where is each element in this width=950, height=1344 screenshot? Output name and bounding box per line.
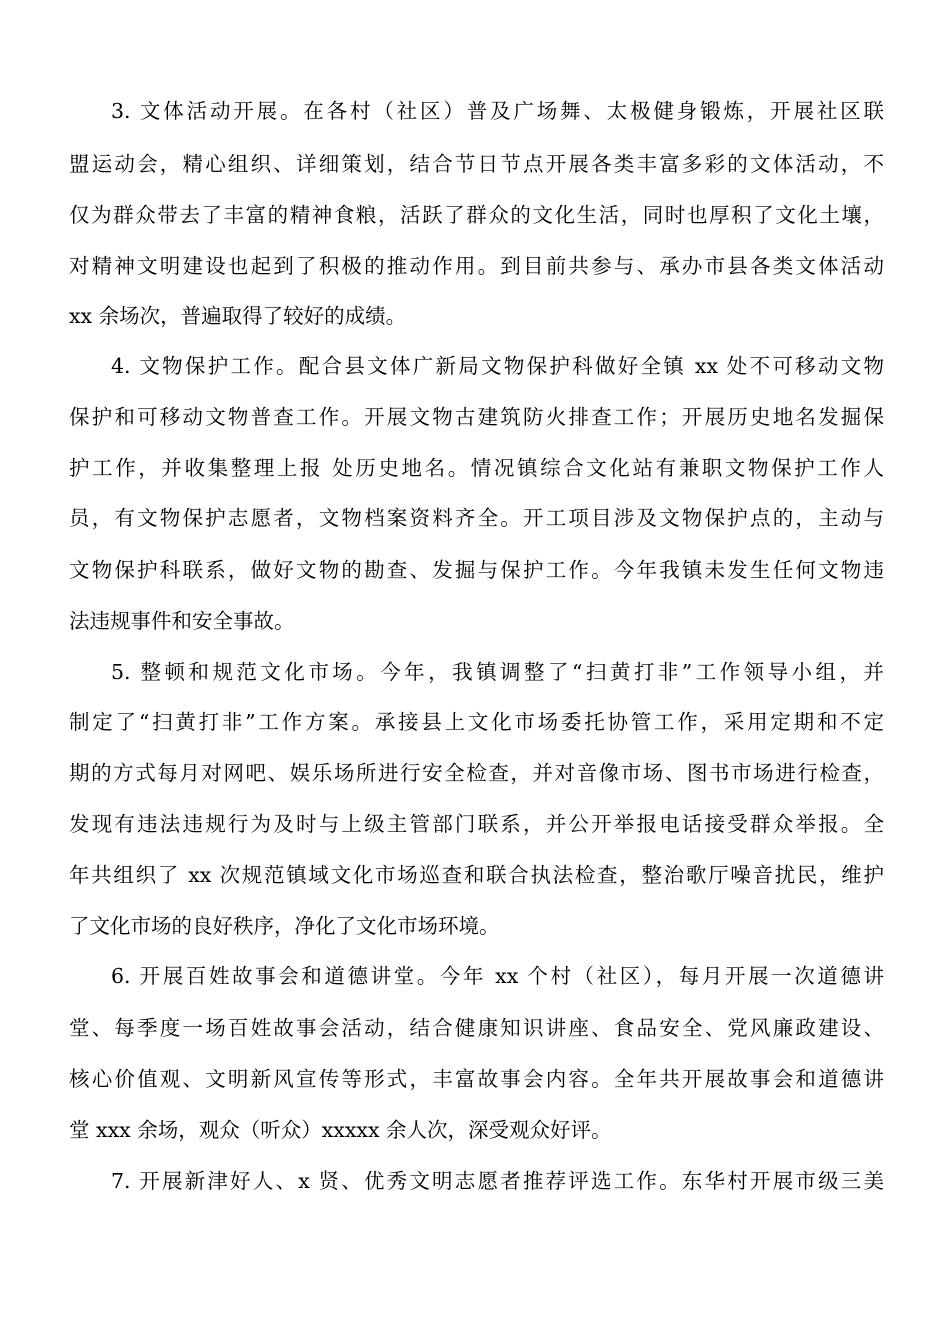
text-line: 6. 开展百姓故事会和道德讲堂。今年 xx 个村（社区），每月开展一次道德讲 [111, 964, 884, 988]
text-line: 仅为群众带去了丰富的精神食粮，活跃了群众的文化生活，同时也厚积了文化土壤， [69, 203, 884, 227]
text-line: 员，有文物保护志愿者，文物档案资料齐全。开工项目涉及文物保护点的，主动与 [69, 506, 884, 530]
text-line: 4. 文物保护工作。配合县文体广新局文物保护科做好全镇 xx 处不可移动文物 [111, 354, 884, 378]
text-line: 堂、每季度一场百姓故事会活动，结合健康知识讲座、食品安全、党风廉政建设、 [69, 1016, 884, 1040]
text-line: 盟运动会，精心组织、详细策划，结合节日节点开展各类丰富多彩的文体活动，不 [69, 152, 884, 176]
text-line: 3. 文体活动开展。在各村（社区）普及广场舞、太极健身锻炼，开展社区联 [111, 99, 884, 123]
text-line: 了文化市场的良好秩序，净化了文化市场环境。 [69, 914, 500, 938]
text-line: 文物保护科联系，做好文物的勘查、发掘与保护工作。今年我镇未发生任何文物违 [69, 558, 884, 582]
text-line: 年共组织了 xx 次规范镇域文化市场巡查和联合执法检查，整治歌厅噪音扰民，维护 [69, 863, 884, 887]
text-line: 发现有违法违规行为及时与上级主管部门联系，并公开举报电话接受群众举报。全 [69, 812, 884, 836]
text-line: xx 余场次，普遍取得了较好的成绩。 [69, 304, 407, 328]
text-line: 7. 开展新津好人、x 贤、优秀文明志愿者推荐评选工作。东华村开展市级三美 [111, 1169, 884, 1193]
text-line: 制定了“扫黄打非”工作方案。承接县上文化市场委托协管工作，采用定期和不定 [69, 710, 884, 734]
text-line: 对精神文明建设也起到了积极的推动作用。到目前共参与、承办市县各类文体活动 [69, 254, 884, 278]
text-line: 护工作，并收集整理上报 处历史地名。情况镇综合文化站有兼职文物保护工作人 [69, 456, 884, 480]
text-line: 核心价值观、文明新风宣传等形式，丰富故事会内容。全年共开展故事会和道德讲 [69, 1067, 884, 1091]
text-line: 堂 xxx 余场，观众（听众）xxxxx 余人次，深受观众好评。 [69, 1118, 612, 1142]
text-line: 保护和可移动文物普查工作。开展文物古建筑防火排查工作；开展历史地名发掘保 [69, 405, 884, 429]
text-line: 5. 整顿和规范文化市场。今年，我镇调整了“扫黄打非”工作领导小组，并 [111, 660, 884, 684]
text-line: 法违规事件和安全事故。 [69, 609, 295, 633]
text-line: 期的方式每月对网吧、娱乐场所进行安全检查，并对音像市场、图书市场进行检查， [69, 761, 884, 785]
